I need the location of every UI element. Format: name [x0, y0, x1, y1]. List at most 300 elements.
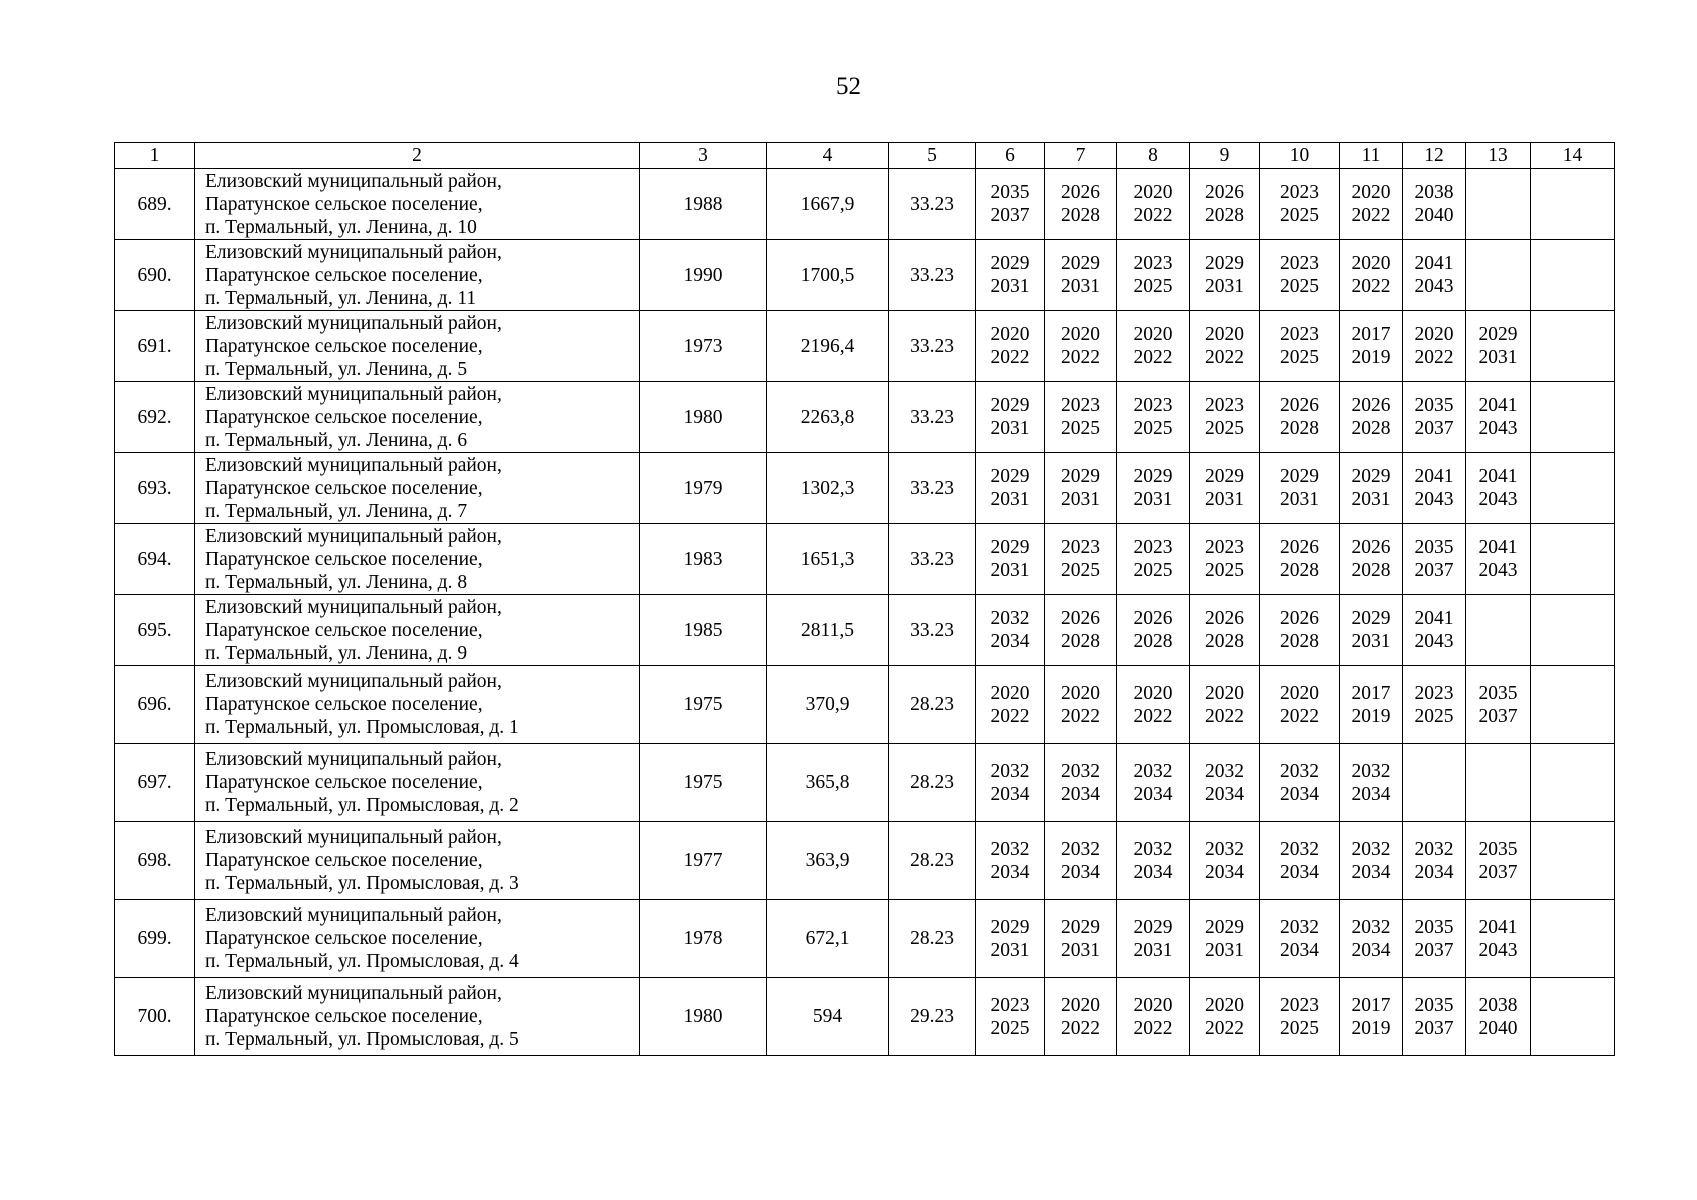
- period-end: 2040: [1478, 1017, 1518, 1039]
- year-built-cell: 1980: [640, 382, 767, 453]
- period-end: 2034: [1205, 783, 1244, 805]
- period-end: 2043: [1414, 276, 1454, 297]
- row-number: 693.: [115, 453, 195, 524]
- period-start: 2026: [1061, 182, 1100, 203]
- period-cell: [1340, 666, 1403, 744]
- period-start: 2020: [1061, 994, 1100, 1016]
- period-cell: [1045, 595, 1117, 666]
- period-end: 2031: [990, 939, 1030, 961]
- period-cell: [1403, 311, 1466, 382]
- period-end: 2031: [1280, 489, 1319, 510]
- period-cell: [1045, 453, 1117, 524]
- period-end: 2025: [1133, 560, 1173, 581]
- area-cell: 2263,8: [767, 382, 889, 453]
- period-end: 2034: [1280, 783, 1319, 805]
- period-start: 2029: [1061, 253, 1100, 274]
- period-end: 2037: [1414, 1017, 1454, 1039]
- row-number: 694.: [115, 524, 195, 595]
- period-end: 2028: [1280, 418, 1319, 439]
- period-cell: [1190, 453, 1260, 524]
- period-end: 2031: [990, 560, 1030, 581]
- period-end: 2025: [1133, 276, 1173, 297]
- period-cell: [1403, 169, 1466, 240]
- area-cell: 365,8: [767, 744, 889, 822]
- period-cell: [976, 595, 1045, 666]
- period-start: 2041: [1414, 608, 1454, 629]
- column-header: 11: [1340, 143, 1403, 169]
- period-start: 2020: [1205, 324, 1244, 345]
- period-cell: [1260, 666, 1340, 744]
- row-number: 698.: [115, 822, 195, 900]
- period-cell: [1531, 900, 1615, 978]
- period-end: 2034: [1280, 939, 1319, 961]
- row-number: 696.: [115, 666, 195, 744]
- period-end: 2022: [990, 347, 1030, 368]
- code-cell: 28.23: [889, 900, 976, 978]
- table-row: [115, 311, 1615, 382]
- period-start: 2035: [1414, 395, 1454, 416]
- address-cell: [195, 744, 640, 822]
- period-end: 2034: [990, 783, 1030, 805]
- period-end: 2025: [1414, 705, 1454, 727]
- code-cell: 33.23: [889, 311, 976, 382]
- period-cell: [1190, 822, 1260, 900]
- period-end: 2025: [1205, 418, 1244, 439]
- period-end: 2031: [1061, 276, 1100, 297]
- address-line: п. Термальный, ул. Ленина, д. 8: [205, 571, 468, 593]
- period-end: 2034: [990, 631, 1030, 652]
- period-start: 2029: [990, 395, 1030, 416]
- address-line: п. Термальный, ул. Промысловая, д. 4: [205, 951, 519, 972]
- period-cell: [1045, 382, 1117, 453]
- period-cell: [1403, 978, 1466, 1056]
- period-start: 2029: [990, 537, 1030, 558]
- period-cell: [976, 822, 1045, 900]
- table-row: [115, 978, 1615, 1056]
- year-built-cell: 1988: [640, 169, 767, 240]
- code-cell: 33.23: [889, 595, 976, 666]
- row-number: 691.: [115, 311, 195, 382]
- period-cell: [1531, 524, 1615, 595]
- period-start: 2029: [1061, 466, 1100, 487]
- period-cell: [1340, 453, 1403, 524]
- year-built-cell: 1973: [640, 311, 767, 382]
- period-start: 2035: [1414, 916, 1454, 938]
- period-start: 2023: [1205, 395, 1244, 416]
- period-start: 2026: [1205, 608, 1244, 629]
- period-cell: [1117, 666, 1190, 744]
- period-cell: [1466, 311, 1531, 382]
- address-line: Елизовский муниципальный район,: [205, 241, 502, 263]
- period-cell: [1403, 382, 1466, 453]
- period-start: 2032: [990, 760, 1030, 782]
- period-start: 2029: [1351, 608, 1391, 629]
- period-end: 2022: [1133, 1017, 1173, 1039]
- period-start: 2029: [1205, 466, 1244, 487]
- period-cell: [1340, 822, 1403, 900]
- period-cell: [1531, 595, 1615, 666]
- period-start: 2023: [1280, 182, 1319, 203]
- period-start: 2026: [1351, 395, 1391, 416]
- period-end: 2037: [1414, 560, 1454, 581]
- period-cell: [1190, 382, 1260, 453]
- period-start: 2020: [1351, 253, 1391, 274]
- period-cell: [1117, 382, 1190, 453]
- period-cell: [1466, 666, 1531, 744]
- period-cell: [1340, 169, 1403, 240]
- period-cell: [1403, 744, 1466, 822]
- period-cell: [1260, 311, 1340, 382]
- period-end: 2025: [1205, 560, 1244, 581]
- address-line: п. Термальный, ул. Промысловая, д. 5: [205, 1029, 519, 1050]
- period-cell: [1340, 382, 1403, 453]
- address-line: п. Термальный, ул. Промысловая, д. 3: [205, 873, 519, 894]
- column-header: 9: [1190, 143, 1260, 169]
- period-cell: [1190, 240, 1260, 311]
- column-header: 8: [1117, 143, 1190, 169]
- period-cell: [976, 524, 1045, 595]
- period-start: 2041: [1414, 253, 1454, 274]
- period-start: 2023: [1061, 537, 1100, 558]
- period-start: 2023: [1133, 395, 1173, 416]
- period-start: 2041: [1478, 537, 1518, 558]
- period-cell: [1045, 524, 1117, 595]
- period-start: 2032: [1280, 838, 1319, 860]
- period-cell: [1260, 240, 1340, 311]
- row-number: 695.: [115, 595, 195, 666]
- year-built-cell: 1979: [640, 453, 767, 524]
- period-start: 2017: [1351, 682, 1391, 704]
- column-header: 12: [1403, 143, 1466, 169]
- area-cell: 1302,3: [767, 453, 889, 524]
- address-line: Елизовский муниципальный район,: [205, 749, 502, 770]
- period-start: 2023: [1133, 253, 1173, 274]
- period-end: 2037: [1478, 861, 1518, 883]
- period-cell: [1466, 169, 1531, 240]
- period-cell: [1466, 744, 1531, 822]
- address-line: Паратунское сельское поселение,: [205, 406, 483, 428]
- period-start: 2017: [1351, 324, 1391, 345]
- address-line: Паратунское сельское поселение,: [205, 619, 483, 641]
- period-start: 2032: [1133, 838, 1173, 860]
- period-end: 2043: [1414, 631, 1454, 652]
- period-end: 2034: [1351, 783, 1391, 805]
- period-cell: [1403, 524, 1466, 595]
- area-cell: 672,1: [767, 900, 889, 978]
- period-end: 2031: [1351, 489, 1391, 510]
- period-start: 2035: [1478, 838, 1518, 860]
- address-line: Паратунское сельское поселение,: [205, 928, 483, 949]
- period-cell: [976, 382, 1045, 453]
- column-header: 10: [1260, 143, 1340, 169]
- area-cell: 1667,9: [767, 169, 889, 240]
- period-cell: [976, 240, 1045, 311]
- address-cell: [195, 311, 640, 382]
- period-cell: [1190, 169, 1260, 240]
- area-cell: 370,9: [767, 666, 889, 744]
- period-cell: [976, 311, 1045, 382]
- period-end: 2025: [1280, 205, 1319, 226]
- period-cell: [1260, 382, 1340, 453]
- address-line: Паратунское сельское поселение,: [205, 772, 483, 793]
- period-cell: [1045, 311, 1117, 382]
- period-end: 2028: [1280, 560, 1319, 581]
- period-end: 2031: [990, 418, 1030, 439]
- period-cell: [1190, 978, 1260, 1056]
- period-cell: [1531, 978, 1615, 1056]
- period-end: 2043: [1414, 489, 1454, 510]
- address-line: п. Термальный, ул. Промысловая, д. 2: [205, 795, 519, 816]
- period-start: 2032: [1280, 916, 1319, 938]
- period-start: 2029: [1351, 466, 1391, 487]
- header-row: [115, 143, 1615, 169]
- period-end: 2034: [1061, 861, 1100, 883]
- period-cell: [976, 900, 1045, 978]
- period-end: 2034: [1414, 861, 1454, 883]
- period-cell: [1117, 595, 1190, 666]
- period-end: 2031: [1205, 489, 1244, 510]
- address-line: п. Термальный, ул. Ленина, д. 11: [205, 287, 477, 309]
- period-end: 2034: [1205, 861, 1244, 883]
- period-end: 2028: [1351, 418, 1391, 439]
- period-cell: [1117, 311, 1190, 382]
- period-cell: [1260, 453, 1340, 524]
- period-cell: [1190, 311, 1260, 382]
- address-cell: [195, 524, 640, 595]
- period-end: 2034: [1351, 861, 1391, 883]
- period-start: 2032: [1133, 760, 1173, 782]
- period-cell: [1045, 822, 1117, 900]
- period-start: 2032: [990, 608, 1030, 629]
- period-end: 2022: [1061, 347, 1100, 368]
- period-end: 2037: [1414, 418, 1454, 439]
- address-cell: [195, 978, 640, 1056]
- period-cell: [1531, 169, 1615, 240]
- table-row: [115, 744, 1615, 822]
- address-line: п. Термальный, ул. Ленина, д. 5: [205, 358, 468, 380]
- period-cell: [1466, 382, 1531, 453]
- period-end: 2037: [1478, 705, 1518, 727]
- period-start: 2038: [1478, 994, 1518, 1016]
- period-start: 2032: [1205, 760, 1244, 782]
- period-start: 2029: [1205, 916, 1244, 938]
- table-body: [115, 169, 1615, 1056]
- period-start: 2032: [1414, 838, 1454, 860]
- period-start: 2029: [990, 253, 1030, 274]
- period-end: 2025: [1133, 418, 1173, 439]
- table-row: [115, 822, 1615, 900]
- period-cell: [976, 169, 1045, 240]
- period-start: 2023: [1061, 395, 1100, 416]
- period-end: 2025: [1061, 560, 1100, 581]
- table-row: [115, 900, 1615, 978]
- period-end: 2034: [990, 861, 1030, 883]
- address-line: Елизовский муниципальный район,: [205, 596, 502, 618]
- table-row: [115, 524, 1615, 595]
- period-cell: [1340, 240, 1403, 311]
- period-end: 2043: [1478, 560, 1518, 581]
- period-cell: [1466, 595, 1531, 666]
- period-cell: [1403, 666, 1466, 744]
- period-end: 2019: [1351, 347, 1391, 368]
- address-line: Елизовский муниципальный район,: [205, 170, 502, 192]
- period-start: 2023: [1414, 682, 1454, 704]
- row-number: 697.: [115, 744, 195, 822]
- period-cell: [1340, 595, 1403, 666]
- period-cell: [1403, 240, 1466, 311]
- period-end: 2028: [1205, 631, 1244, 652]
- period-start: 2023: [1280, 994, 1319, 1016]
- period-end: 2022: [1133, 705, 1173, 727]
- address-line: Паратунское сельское поселение,: [205, 548, 483, 570]
- period-cell: [1340, 978, 1403, 1056]
- column-header: 6: [976, 143, 1045, 169]
- period-end: 2031: [1205, 276, 1244, 297]
- period-start: 2035: [1478, 682, 1518, 704]
- address-line: п. Термальный, ул. Промысловая, д. 1: [205, 717, 519, 738]
- address-line: Паратунское сельское поселение,: [205, 264, 483, 286]
- period-end: 2022: [1061, 1017, 1100, 1039]
- period-end: 2022: [1351, 205, 1391, 226]
- period-end: 2031: [1478, 347, 1518, 368]
- year-built-cell: 1983: [640, 524, 767, 595]
- page-number: 52: [836, 73, 861, 100]
- period-cell: [1045, 978, 1117, 1056]
- period-cell: [1117, 453, 1190, 524]
- code-cell: 29.23: [889, 978, 976, 1056]
- area-cell: 363,9: [767, 822, 889, 900]
- address-line: Паратунское сельское поселение,: [205, 335, 483, 357]
- period-start: 2041: [1478, 395, 1518, 416]
- period-start: 2020: [990, 324, 1030, 345]
- period-end: 2022: [1205, 347, 1244, 368]
- period-start: 2029: [1133, 916, 1173, 938]
- column-header: 14: [1531, 143, 1615, 169]
- code-cell: 33.23: [889, 382, 976, 453]
- period-end: 2028: [1280, 631, 1319, 652]
- address-cell: [195, 822, 640, 900]
- period-end: 2034: [1061, 783, 1100, 805]
- period-cell: [1340, 524, 1403, 595]
- period-end: 2043: [1478, 418, 1518, 439]
- address-cell: [195, 453, 640, 524]
- row-number: 689.: [115, 169, 195, 240]
- period-cell: [1340, 744, 1403, 822]
- period-cell: [1466, 822, 1531, 900]
- period-start: 2020: [1205, 994, 1244, 1016]
- address-cell: [195, 169, 640, 240]
- period-cell: [1045, 169, 1117, 240]
- period-end: 2031: [990, 276, 1030, 297]
- period-end: 2025: [1280, 347, 1319, 368]
- period-end: 2031: [990, 489, 1030, 510]
- table-row: [115, 382, 1615, 453]
- period-end: 2031: [1133, 489, 1173, 510]
- period-start: 2026: [1351, 537, 1391, 558]
- period-cell: [1531, 240, 1615, 311]
- period-start: 2032: [1351, 916, 1391, 938]
- period-start: 2032: [1061, 760, 1100, 782]
- period-end: 2034: [1133, 783, 1173, 805]
- period-cell: [1531, 666, 1615, 744]
- year-built-cell: 1978: [640, 900, 767, 978]
- period-cell: [1403, 822, 1466, 900]
- period-end: 2034: [1280, 861, 1319, 883]
- period-start: 2029: [1280, 466, 1319, 487]
- address-line: Елизовский муниципальный район,: [205, 454, 502, 476]
- code-cell: 28.23: [889, 666, 976, 744]
- code-cell: 33.23: [889, 240, 976, 311]
- table-row: [115, 666, 1615, 744]
- period-start: 2020: [1133, 324, 1173, 345]
- year-built-cell: 1985: [640, 595, 767, 666]
- address-line: Елизовский муниципальный район,: [205, 383, 502, 405]
- period-end: 2022: [1280, 705, 1319, 727]
- period-cell: [1117, 240, 1190, 311]
- period-start: 2020: [1280, 682, 1319, 704]
- period-start: 2026: [1280, 608, 1319, 629]
- year-built-cell: 1975: [640, 744, 767, 822]
- period-start: 2041: [1478, 916, 1518, 938]
- period-end: 2031: [1205, 939, 1244, 961]
- period-cell: [1403, 453, 1466, 524]
- code-cell: 33.23: [889, 524, 976, 595]
- year-built-cell: 1980: [640, 978, 767, 1056]
- period-end: 2022: [1133, 205, 1173, 226]
- period-end: 2019: [1351, 705, 1391, 727]
- period-cell: [1531, 744, 1615, 822]
- period-end: 2022: [1061, 705, 1100, 727]
- address-line: Паратунское сельское поселение,: [205, 193, 483, 215]
- period-cell: [1403, 900, 1466, 978]
- row-number: 699.: [115, 900, 195, 978]
- period-cell: [1190, 744, 1260, 822]
- code-cell: 28.23: [889, 822, 976, 900]
- address-cell: [195, 666, 640, 744]
- period-cell: [976, 978, 1045, 1056]
- period-end: 2022: [1133, 347, 1173, 368]
- period-cell: [1466, 240, 1531, 311]
- period-cell: [1260, 595, 1340, 666]
- area-cell: 594: [767, 978, 889, 1056]
- period-start: 2023: [1280, 253, 1319, 274]
- period-start: 2032: [990, 838, 1030, 860]
- period-cell: [1260, 822, 1340, 900]
- period-start: 2020: [1061, 324, 1100, 345]
- address-line: Елизовский муниципальный район,: [205, 827, 502, 848]
- area-cell: 2196,4: [767, 311, 889, 382]
- period-start: 2029: [990, 466, 1030, 487]
- period-start: 2026: [1280, 395, 1319, 416]
- period-end: 2025: [1061, 418, 1100, 439]
- period-start: 2026: [1061, 608, 1100, 629]
- table-row: [115, 453, 1615, 524]
- period-cell: [1260, 744, 1340, 822]
- period-cell: [1260, 524, 1340, 595]
- period-start: 2032: [1351, 760, 1391, 782]
- period-cell: [1190, 524, 1260, 595]
- period-start: 2017: [1351, 994, 1391, 1016]
- period-start: 2020: [1414, 324, 1454, 345]
- period-cell: [1190, 595, 1260, 666]
- period-cell: [1466, 978, 1531, 1056]
- period-end: 2043: [1478, 939, 1518, 961]
- period-end: 2025: [1280, 276, 1319, 297]
- table-row: [115, 240, 1615, 311]
- code-cell: 33.23: [889, 169, 976, 240]
- column-header: 4: [767, 143, 889, 169]
- address-line: п. Термальный, ул. Ленина, д. 10: [205, 216, 477, 238]
